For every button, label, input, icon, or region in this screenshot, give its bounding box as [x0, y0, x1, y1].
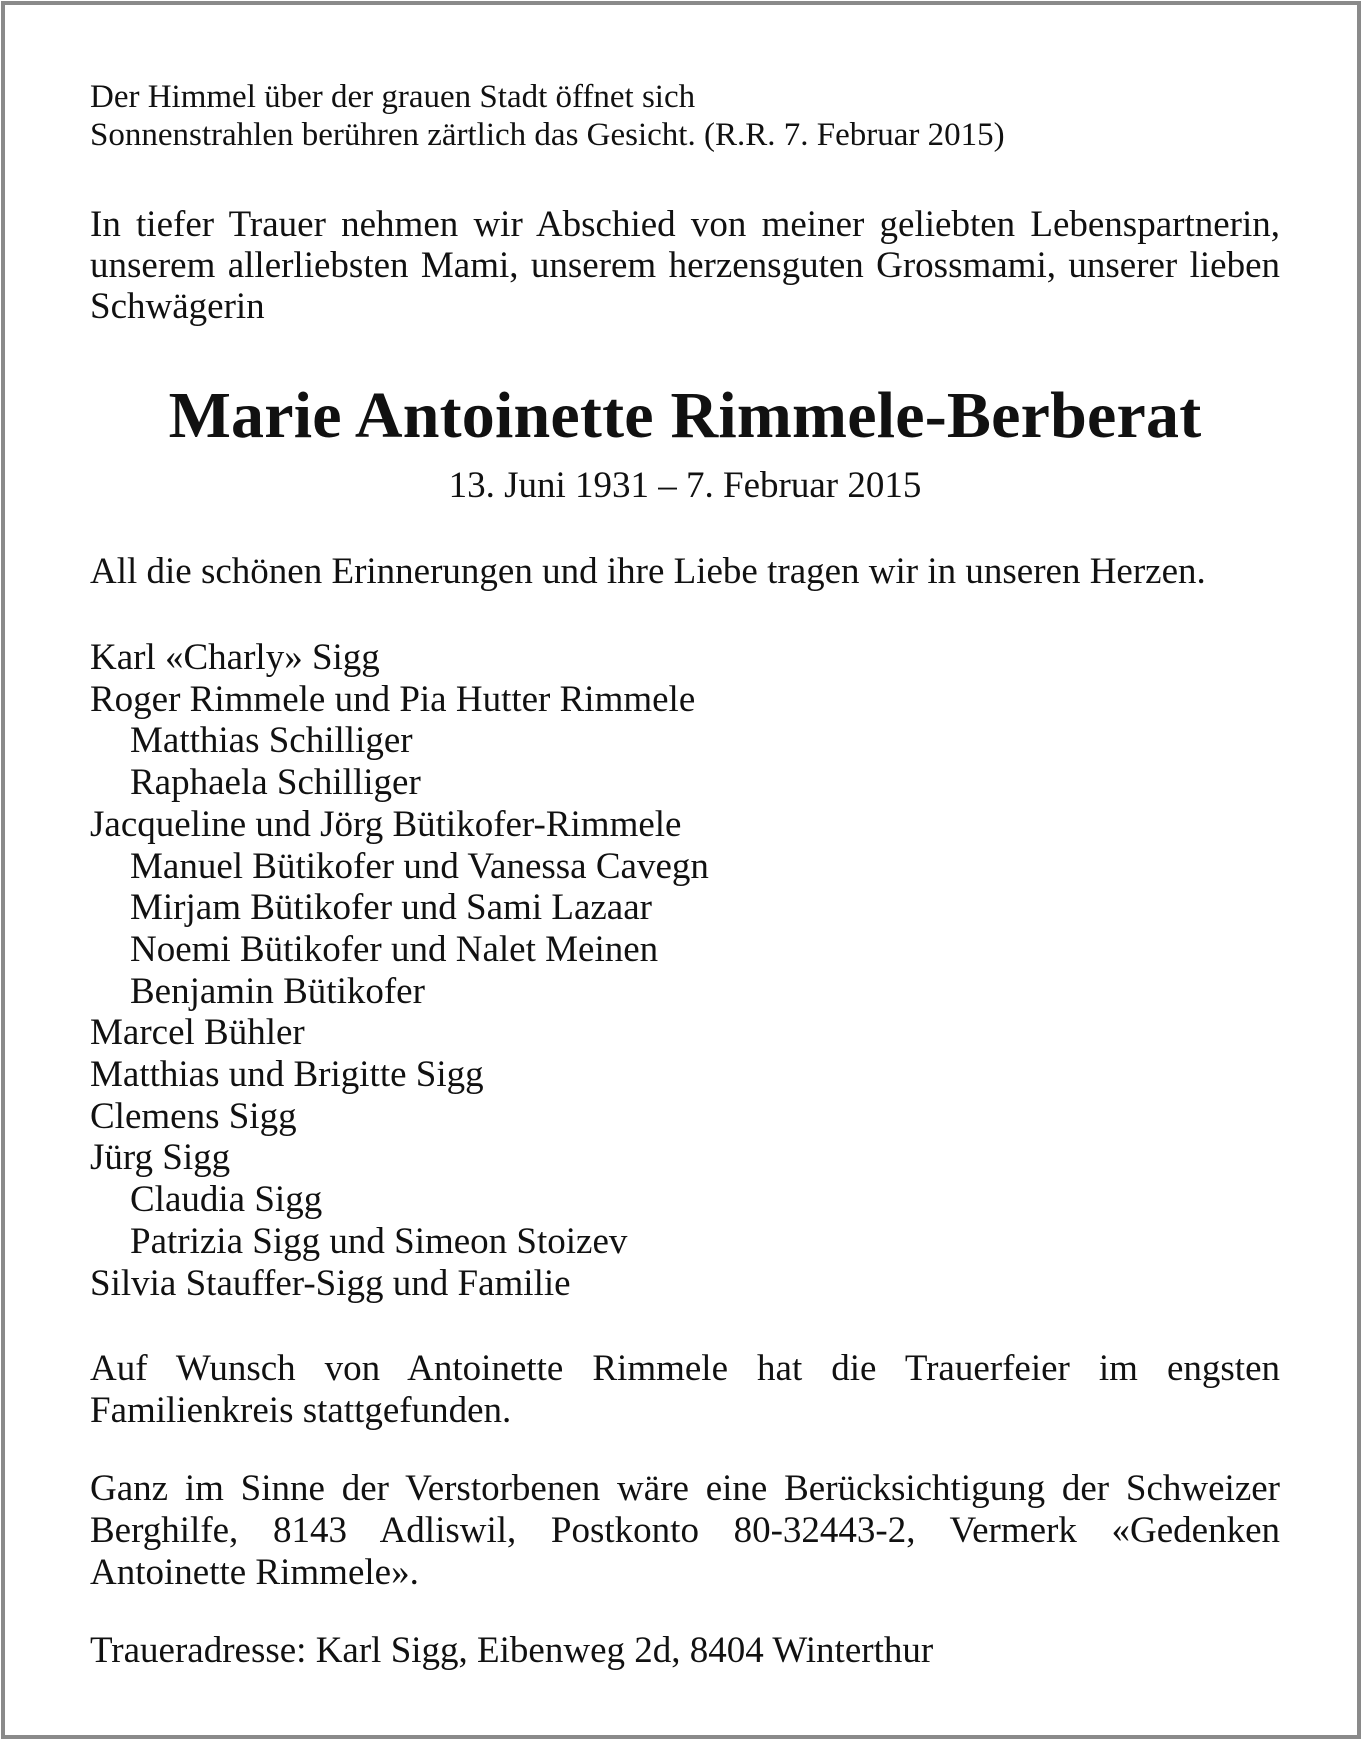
- mourner-item: Raphaela Schilliger: [130, 762, 421, 804]
- mourner-item: Jürg Sigg: [90, 1137, 231, 1179]
- poem: [90, 78, 1280, 154]
- mourner-item: Mirjam Bütikofer und Sami Lazaar: [130, 887, 652, 929]
- mourner-item: Manuel Bütikofer und Vanessa Cavegn: [130, 845, 709, 887]
- mourner-item: Clemens Sigg: [90, 1095, 297, 1137]
- poem-line-1: Der Himmel über der grauen Stadt öffnet sich: [90, 79, 696, 115]
- donation-note: Ganz im Sinne der Verstorbenen wäre eine Berücksichtigung der Schweizer Berghilfe, 8143 Adliswil, Postkonto 80-32443-2, Vermerk «Gedenken Antoinette Rimmele».: [90, 1468, 1280, 1594]
- poem-line-2: Sonnenstrahlen berühren zärtlich das Gesicht. (R.R. 7. Februar 2015): [90, 117, 1005, 153]
- life-dates: 13. Juni 1931 – 7. Februar 2015: [448, 465, 922, 506]
- mourning-address: Traueradresse: Karl Sigg, Eibenweg 2d, 8404 Winterthur: [90, 1630, 934, 1672]
- mourner-item: Patrizia Sigg und Simeon Stoizev: [130, 1220, 628, 1262]
- mourner-item: Benjamin Bütikofer: [130, 970, 425, 1012]
- mourner-item: Jacqueline und Jörg Bütikofer-Rimmele: [90, 803, 682, 845]
- mourner-item: Noemi Bütikofer und Nalet Meinen: [130, 928, 659, 970]
- deceased-name: Marie Antoinette Rimmele-Berberat: [168, 379, 1202, 452]
- mourner-item: Matthias Schilliger: [130, 720, 413, 762]
- mourner-item: Claudia Sigg: [130, 1179, 323, 1221]
- obituary-notice: [90, 78, 1280, 1672]
- mourners-list: [90, 637, 1280, 1304]
- memory-text: All die schönen Erinnerungen und ihre Liebe tragen wir in unseren Herzen.: [90, 551, 1206, 592]
- ceremony-note: Auf Wunsch von Antoinette Rimmele hat die Trauerfeier im engsten Familienkreis stattgefunden.: [90, 1348, 1280, 1432]
- mourner-item: Roger Rimmele und Pia Hutter Rimmele: [90, 678, 696, 720]
- intro-text: In tiefer Trauer nehmen wir Abschied von meiner geliebten Lebenspartnerin, unserem allerliebsten Mami, unserem herzensguten Grossmami, unserer lieben Schwägerin: [90, 204, 1280, 327]
- mourner-item: Matthias und Brigitte Sigg: [90, 1054, 484, 1096]
- mourner-item: Marcel Bühler: [90, 1012, 305, 1054]
- mourner-item: Karl «Charly» Sigg: [90, 637, 380, 678]
- mourner-item: Silvia Stauffer-Sigg und Familie: [90, 1262, 571, 1304]
